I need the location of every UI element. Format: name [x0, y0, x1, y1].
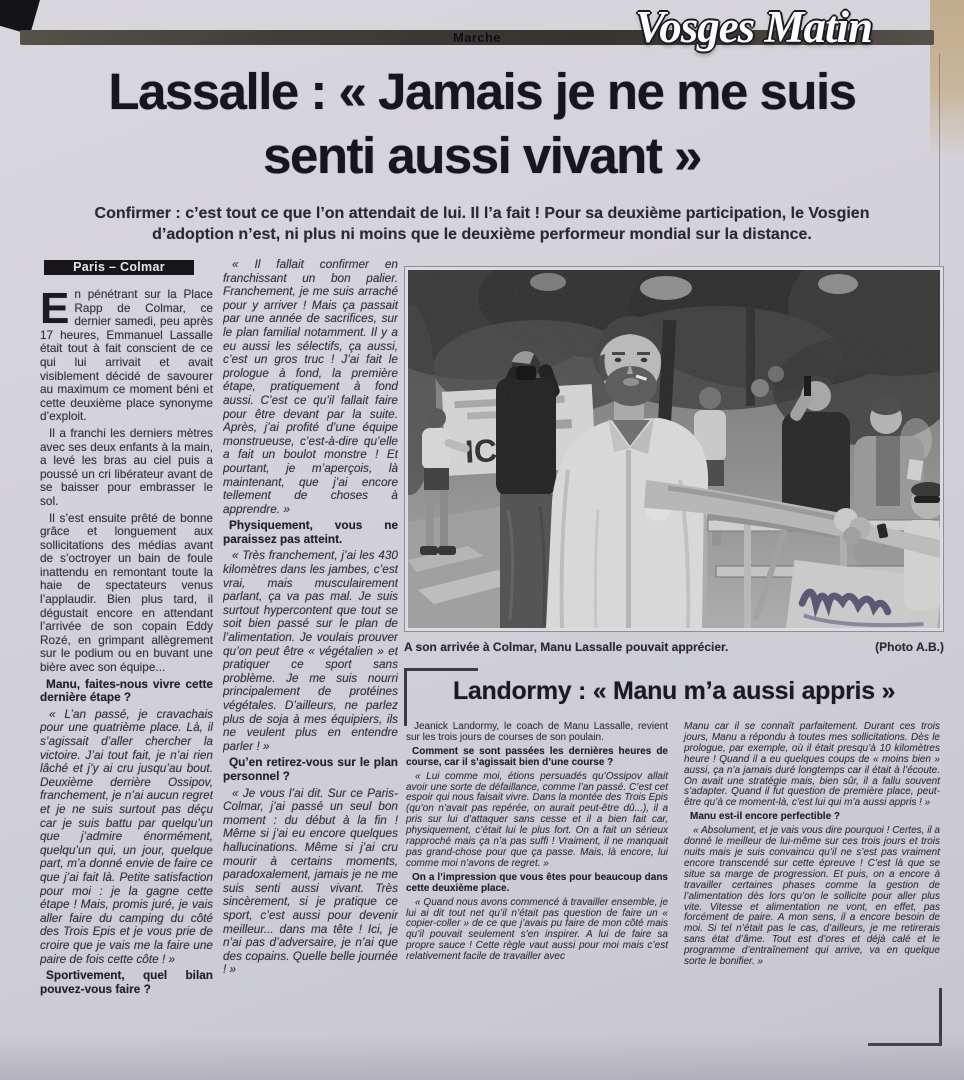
photo-caption: A son arrivée à Colmar, Manu Lassalle pouvait apprécier. — [404, 640, 729, 654]
article-column-1 — [40, 258, 213, 1062]
interview-question: On a l’impression que vous êtes pour beaucoup dans cette deuxième place. — [406, 871, 668, 894]
interview-answer: « Il fallait confirmer en franchissant un bon palier. Franchement, je me suis arraché pour y arriver ! Mais ça passait par une année de sacrifices, sur le plan familial notamment. Il y a eu aussi les sélectifs, ça aussi, c’est un gros truc ! J’ai fait le prologue à fond, la première étape, pratiquement à fond aussi. C’est ce qu’il fallait faire pour être devant par la suite. Après, j’ai profité d’une équipe monstrueuse, c’est-à-dire qu’elle a fait un boulot monstre ! Et pourtant, je m’aperçois, là maintenant, que j’ai encore tellement de choses à apprendre. » — [223, 258, 398, 516]
landormy-headline: Landormy : « Manu m’a aussi appris » — [452, 677, 896, 705]
subhead: Confirmer : c’est tout ce que l’on attendait de lui. Il l’a fait ! Pour sa deuxième participation, le Vosgien d’adoption n’est, ni plus ni moins que le deuxième performeur mondial sur la distance. — [94, 205, 870, 243]
kicker-label: Paris – Colmar — [44, 260, 194, 275]
landormy-article — [404, 662, 944, 1058]
photo-grain — [408, 270, 940, 628]
finish-photo — [408, 270, 940, 628]
paragraph: Il s’est ensuite prêté de bonne grâce et longuement aux sollicitations des médias avant de s’octroyer un bain de foule inattendu en remontant toute la haie de spectateurs venus l’applaudir. Bien plus tard, il dégustait encore en attendant l’arrivée de son copain Eddy Rozé, en grimpant allègrement sur le podium ou en buvant une bière avec son équipe... — [40, 510, 213, 675]
interview-question: Manu est-il encore perfectible ? — [690, 811, 841, 823]
interview-answer: Manu car il se connaît parfaitement. Durant ces trois jours, Manu a répondu à toutes mes sollicitations. Dès le prologue, par exemple, où il était presqu’à 10 kilomètres heure ! Quand il a eu quelques coups de « moins bien » aussi, ça n’a jamais duré longtemps car il était à l’écoute. On avait une stratégie mais, bien sûr, il a fallu souvent s’adapter. Quand il fut question de première place, peut-être qu’à ce moment-là, c’est lui qui m’a aussi appris ! » — [684, 721, 940, 809]
headline — [30, 60, 934, 188]
interview-question: Manu, faites-nous vivre cette dernière étape ? — [40, 676, 213, 705]
caption-row — [404, 640, 944, 654]
interview-answer: « L’an passé, je cravachais pour une quatrième place. Là, il s’agissait d’aller chercher la victoire. J’ai tout fait, je n’ai rien lâché et j’y ai cru jusqu’au bout. Deuxième derrière Ossipov, franchement, je n’ai aucun regret et je ne suis surtout pas déçu car je suis battu par quelqu’un que j’admire énormément, quelqu’un qui, un jour, quelque part, m’a donné envie de faire ce que j’ai fait là. Petite satisfaction pour moi : je la gagne cette étape ! Mais, promis juré, je vais aller faire du camping du côté des Trois Epis et je vous prie de croire que je vais me la faire une paire de fois cette côte ! » — [40, 706, 213, 966]
paragraph: Jeanick Landormy, le coach de Manu Lassalle, revient sur les trois jours de courses de son poulain. — [406, 721, 668, 743]
interview-answer: « Lui comme moi, étions persuadés qu’Ossipov allait avoir une sorte de défaillance, comme l’an passé. C’est cet espoir qui nous faisait vivre. Dans la montée des Trois Epis (qu’on n’avait pas repérée, on aurait peut-être dû...), il a pris sur lui d’attaquer sans cesse et il a bien fait car, physiquement, c’était lui le plus fort. On a fait un sérieux rapproché mais ça n’a pas suffi ! Vraiment, il ne manquait pas grand-chose pour que ça passe. Mais, là encore, lui comme moi n’avons de regret. » — [406, 770, 668, 869]
photo-frame — [404, 266, 944, 632]
landormy-col-left — [406, 722, 668, 971]
interview-answer: « Très franchement, j’ai les 430 kilomètres dans les jambes, c’est vrai, mais musculairement parlant, ça va pas mal. Je suis surtout hypercontent que tout se soit bien passé sur le plan de l’alimentation. Je voulais prouver qu’on peut être « végétalien » et pratiquer ce sport sans problème. Je me suis nourri principalement de protéines végétales. D’ailleurs, ne parlez plus de soja à mes équipiers, ils ne veulent plus en entendre parler ! » — [223, 548, 398, 753]
corner-rule-close — [939, 988, 942, 1046]
article-column-2 — [223, 258, 398, 1062]
drop-cap: E — [40, 284, 70, 333]
interview-question: Sportivement, quel bilan pouvez-vous faire ? — [40, 968, 213, 996]
paragraph-text: n pénétrant sur la Place Rapp de Colmar, ce dernier samedi, peu après 17 heures, Emmanuel Lassalle était tout à fait conscient de ce qui lui arrivait et avait visiblement décidé de savourer au maximum ce moment béni et cette deuxième place synonyme d’exploit. — [40, 287, 213, 424]
paragraph: Il a franchi les derniers mètres avec ses deux enfants à la main, a levé les bras au ciel puis a poussé un cri libérateur avant de se baisser pour embrasser le sol. — [40, 425, 213, 508]
section-label: Marche — [453, 30, 501, 45]
scan-corner-tan — [930, 0, 964, 158]
interview-answer: « Absolument, et je vais vous dire pourquoi ! Certes, il a donné le meilleur de lui-même sur ces trois jours et trois nuits mais je suis convaincu qu’il ne s’est pas vraiment encore transcendé sur cette épreuve ! C’est là que se situe sa marge de progression. Et puis, on a encore à travailler certaines phases comme la gestion de l’alimentation dès lors qu’on le sollicite pour aller plus vite. Vitesse et alimentation ne vont, en effet, pas forcément de paire. A mon sens, il a encore besoin de moi. Si tel n’était pas le cas, d’ailleurs, je me retirerais sans état d’âme. Tout est d’ores et déjà calé et le programme d’entraînement qui arrive, va en quelque sorte le bonifier. » — [684, 825, 940, 968]
headline-line1: Lassalle : « Jamais je ne me suis — [108, 63, 856, 120]
landormy-columns — [406, 722, 944, 971]
interview-question: Physiquement, vous ne paraissez pas atteint. — [223, 518, 398, 546]
interview-question: Qu’en retirez-vous sur le plan personnel ? — [223, 755, 398, 783]
headline-line2: senti aussi vivant » — [263, 127, 701, 184]
corner-rule-close — [868, 1043, 942, 1046]
interview-answer: « Je vous l’ai dit. Sur ce Paris-Colmar, j’ai passé un seul bon moment : du début à la fin ! Même si j’ai eu encore quelques hallucinations. Même si j’ai cru mourir à certains moments, paradoxalement, jamais je ne me suis senti aussi vivant. Très sincèrement, si je pratique ce sport, c’est aussi pour devenir meilleur... dans ma tête ! Ici, je n’ai pas d’adversaire, je n’ai que des copains. Quelle belle journée ! » — [223, 785, 398, 977]
interview-answer: « Quand nous avons commencé à travailler ensemble, je lui ai dit tout net qu’il n’était pas question de faire un « copier-coller » de ce que j’avais pu faire de mon côté mais qu’il pouvait seulement s’en inspirer. A lui de faire sa propre sauce ! Cette règle vaut aussi pour moi mais c’est relativement facile de travailler avec — [406, 896, 668, 963]
interview-question: Comment se sont passées les dernières heures de course, car il s’agissait bien d’une course ? — [406, 745, 668, 768]
lead-paragraph — [40, 284, 213, 424]
landormy-col-right — [684, 722, 940, 971]
corner-rule-open — [404, 668, 478, 671]
masthead-logo: Vosges Matin — [635, 2, 872, 52]
photo-credit: (Photo A.B.) — [875, 640, 944, 654]
